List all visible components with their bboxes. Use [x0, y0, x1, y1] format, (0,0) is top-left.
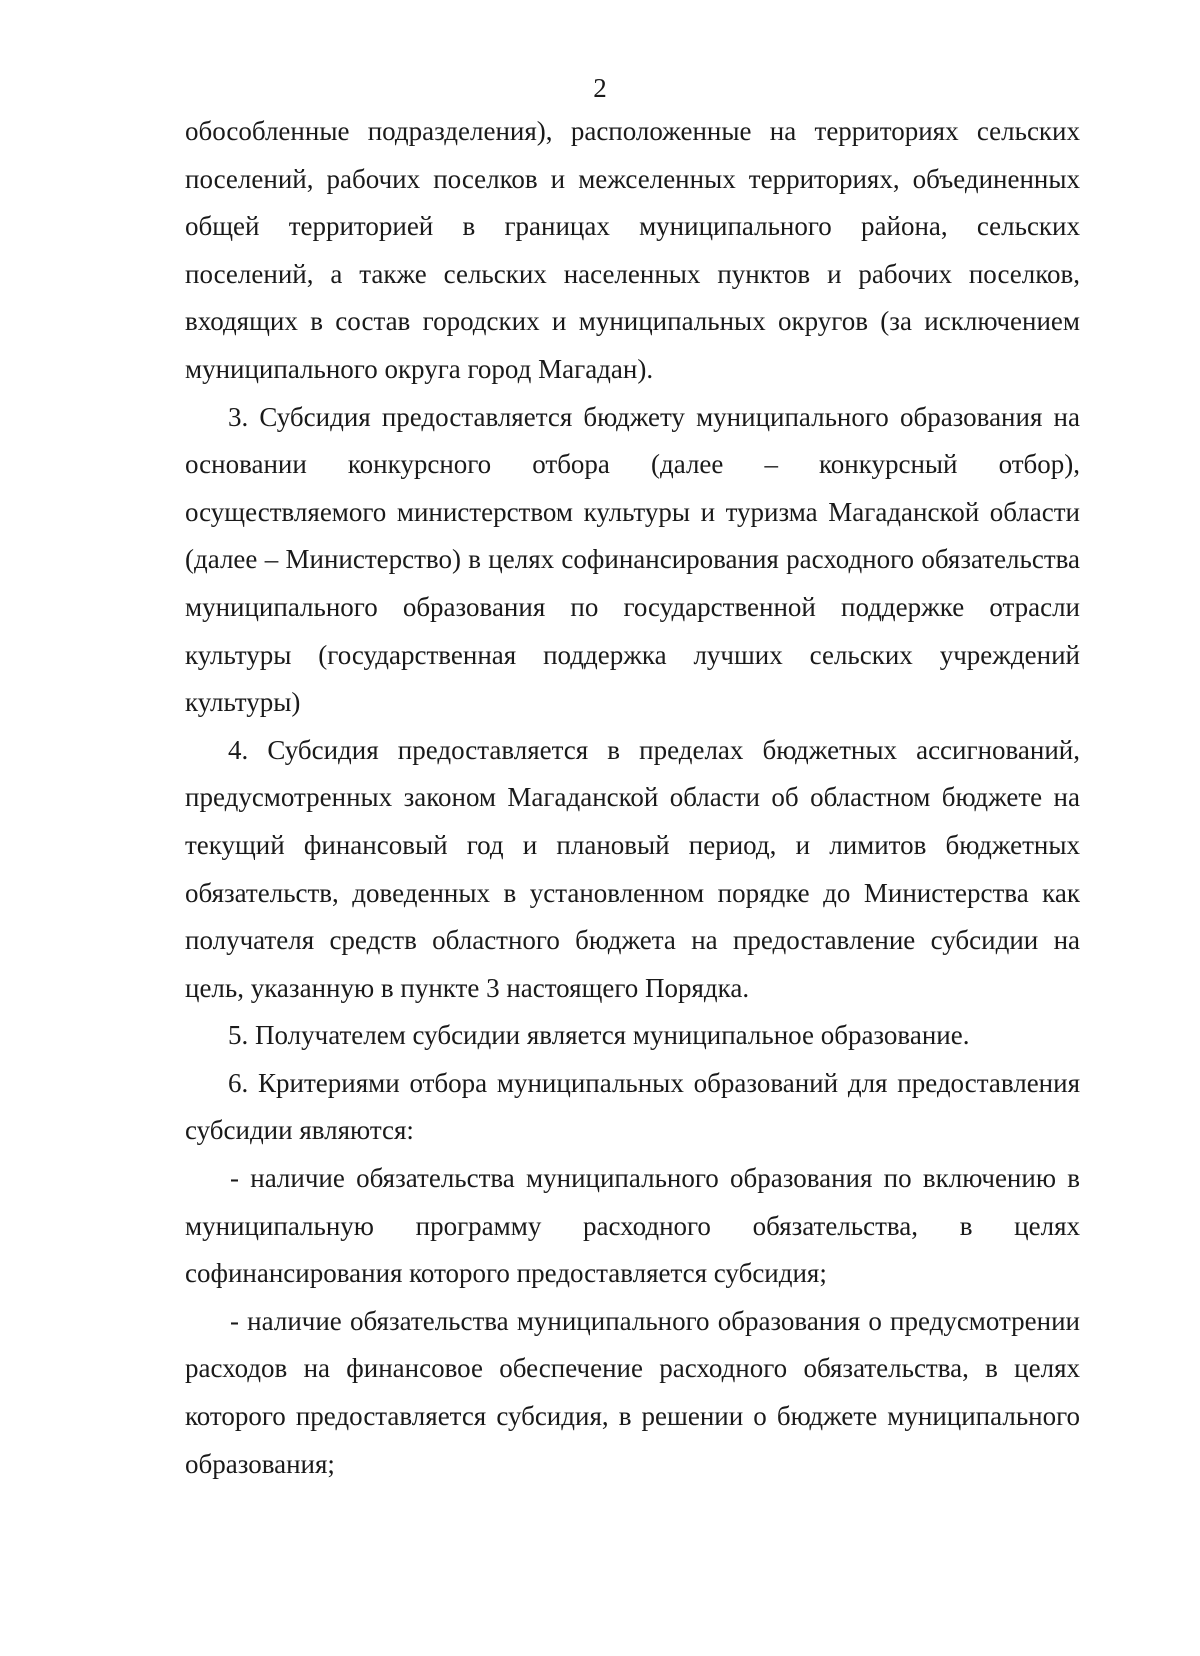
criteria-item-2: - наличие обязательства муниципального образования о предусмотрении расходов на финансовое обеспечение расходного обязательства, в целях которого предоставляется субсидия, в решении о бюджете муниципального образования;	[185, 1305, 1080, 1479]
criteria-item-1: - наличие обязательства муниципального образования по включению в муниципальную программу расходного обязательства, в целях софинансирования которого предоставляется субсидия;	[185, 1163, 1080, 1289]
paragraph-clause-4: 4. Субсидия предоставляется в пределах бюджетных ассигнований, предусмотренных законом Магаданской области об областном бюджете на текущий финансовый год и плановый период, и лимитов бюджетных обязательств, доведенных в установленном порядке до Министерства как получателя средств областного бюджета на предоставление субсидии на цель, указанную в пункте 3 настоящего Порядка.	[185, 734, 1080, 1003]
paragraph-clause-6: 6. Критериями отбора муниципальных образований для предоставления субсидии являются:	[185, 1067, 1080, 1146]
document-body	[185, 108, 1080, 1488]
paragraph-continuation: обособленные подразделения), расположенные на территориях сельских поселений, рабочих поселков и межселенных территориях, объединенных общей территорией в границах муниципального района, сельских поселений, а также сельских населенных пунктов и рабочих поселков, входящих в состав городских и муниципальных округов (за исключением муниципального округа город Магадан).	[185, 116, 1080, 384]
page-number: 2	[593, 73, 607, 103]
paragraph-clause-3: 3. Субсидия предоставляется бюджету муниципального образования на основании конкурсного отбора (далее – конкурсный отбор), осуществляемого министерством культуры и туризма Магаданской области (далее – Министерство) в целях софинансирования расходного обязательства муниципального образования по государственной поддержке отрасли культуры (государственная поддержка лучших сельских учреждений культуры)	[185, 401, 1080, 718]
paragraph-clause-5: 5. Получателем субсидии является муниципальное образование.	[228, 1020, 970, 1051]
